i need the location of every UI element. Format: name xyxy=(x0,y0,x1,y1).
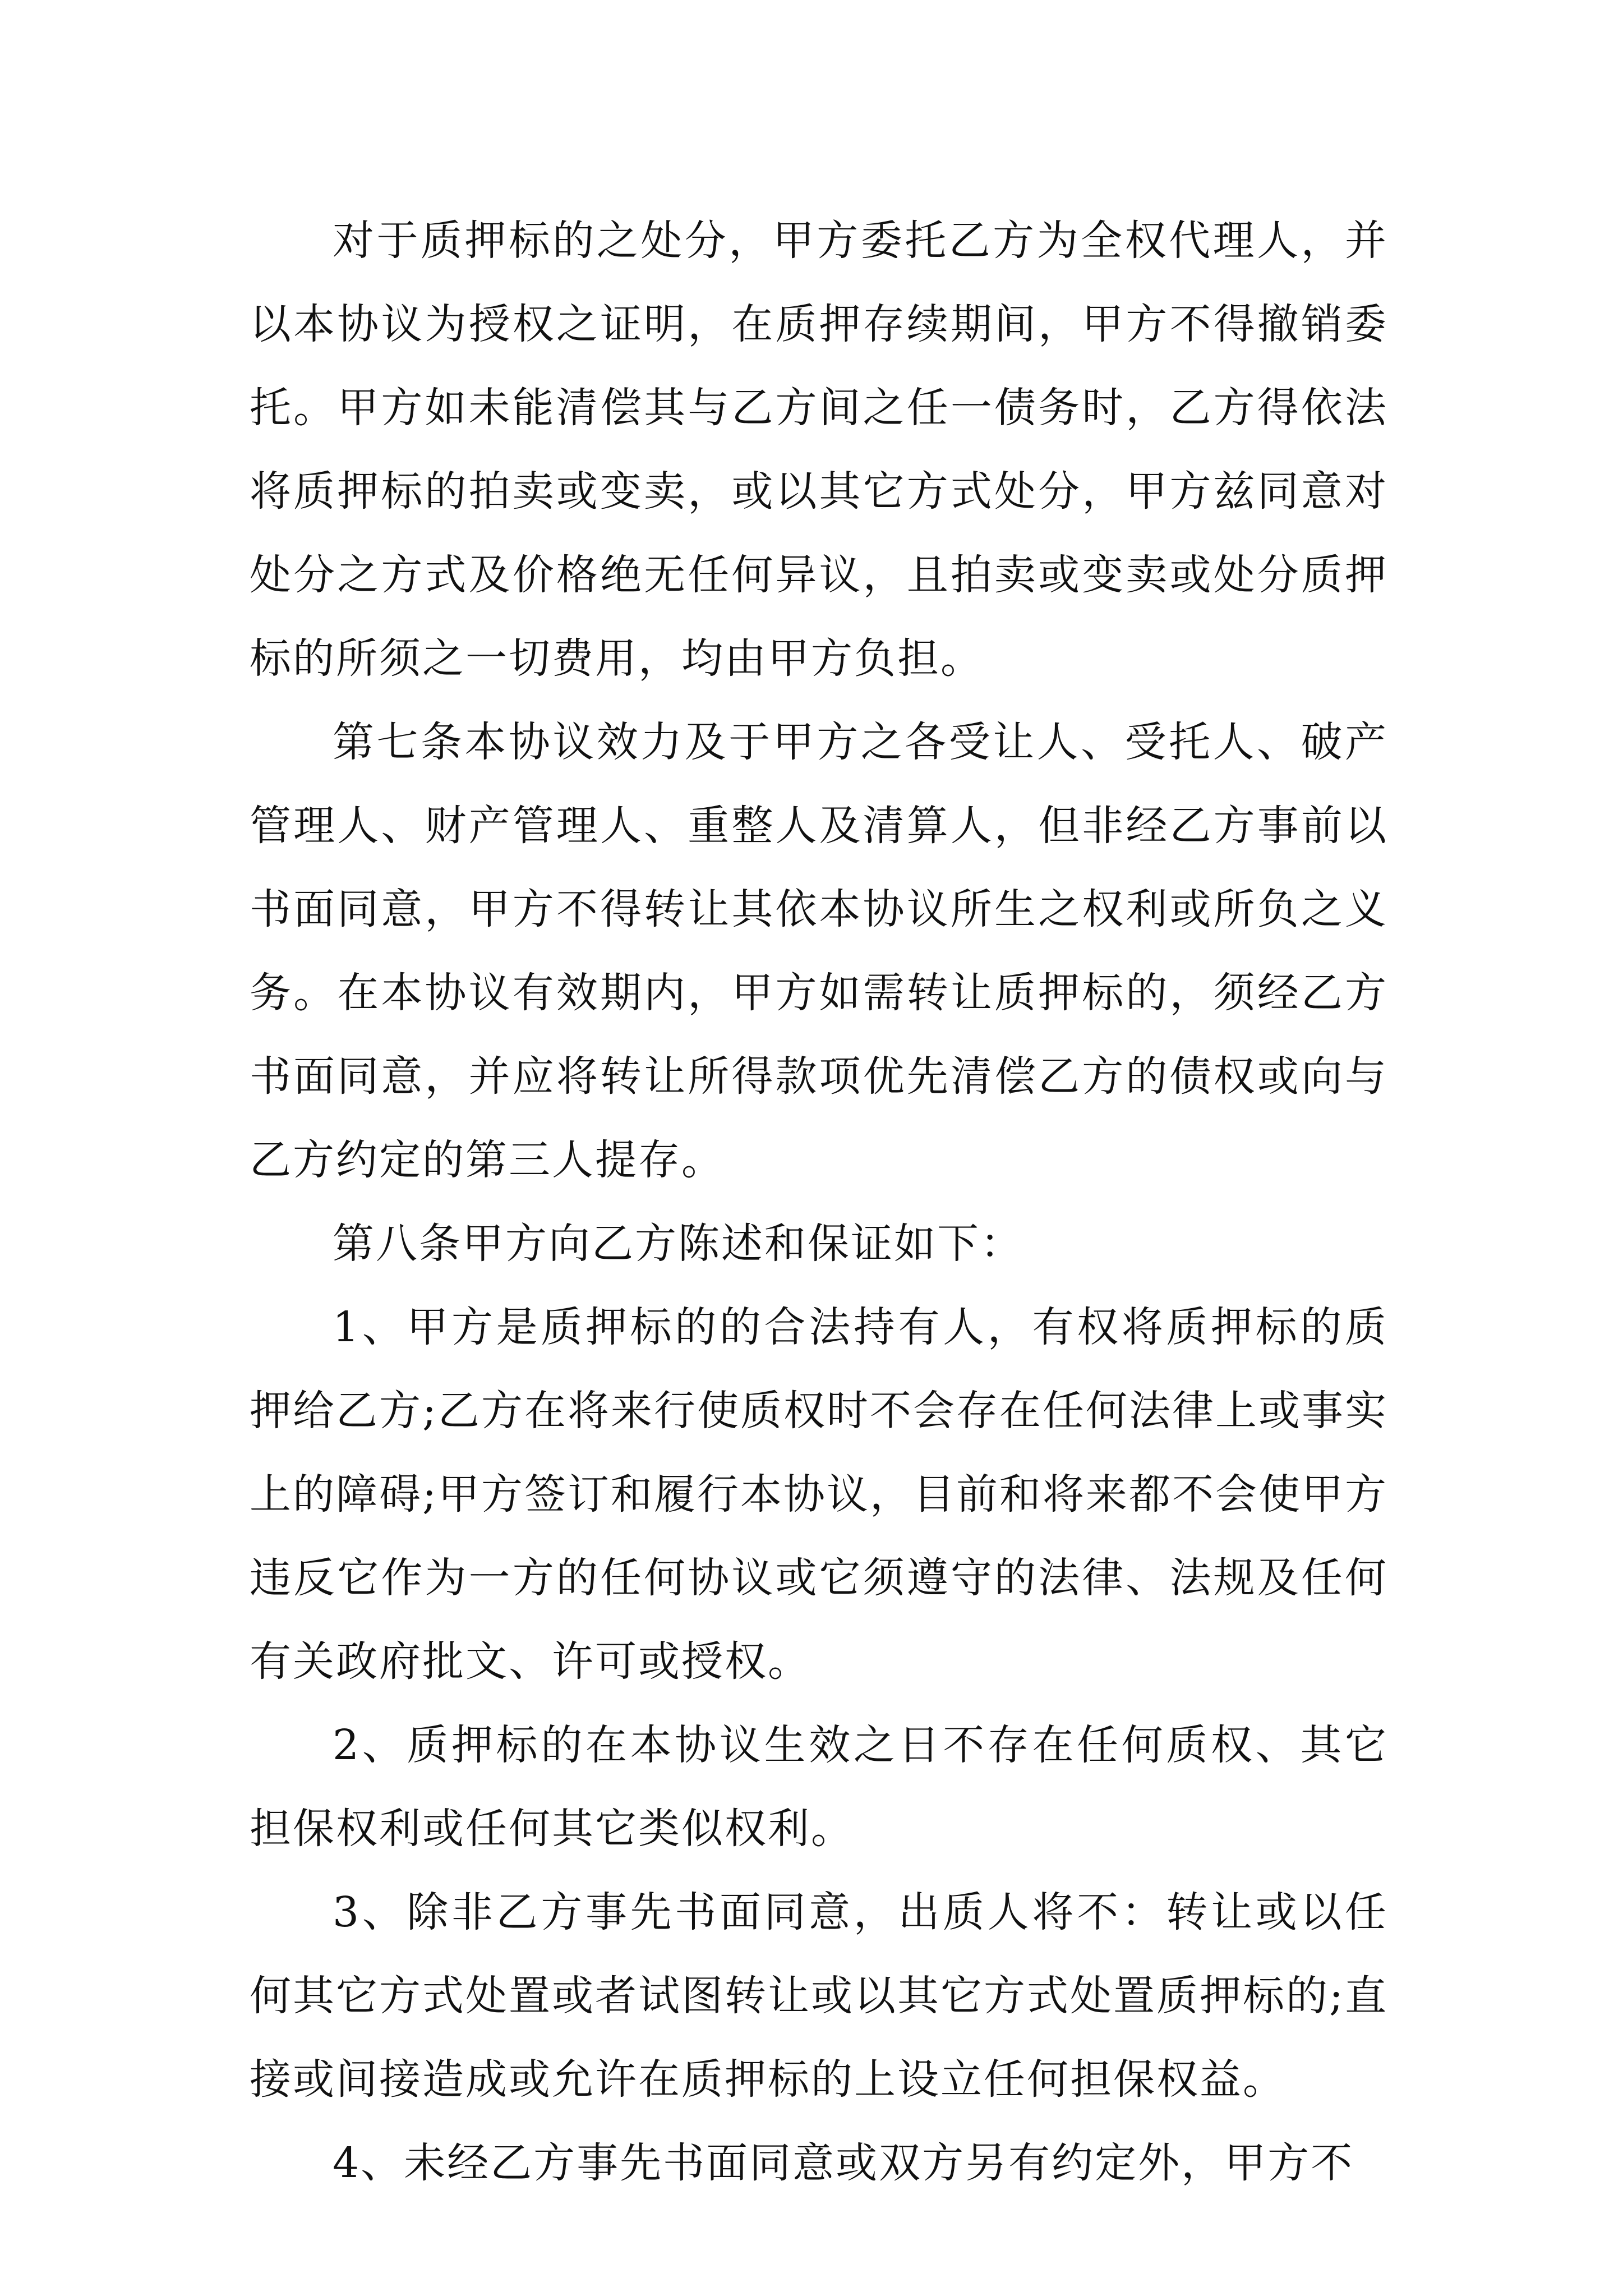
document-body xyxy=(250,199,1388,2205)
paragraph-clause-3: 3、除非乙方事先书面同意，出质人将不：转让或以任何其它方式处置或者试图转让或以其它方式处置质押标的;直接或间接造成或允许在质押标的上设立任何担保权益。 xyxy=(250,1888,1388,2104)
paragraph-clause-2: 2、质押标的在本协议生效之日不存在任何质权、其它担保权利或任何其它类似权利。 xyxy=(250,1721,1388,1853)
paragraph-clause-1: 1、甲方是质押标的的合法持有人，有权将质押标的质押给乙方;乙方在将来行使质权时不会存在任何法律上或事实上的障碍;甲方签订和履行本协议，目前和将来都不会使甲方违反它作为一方的任何协议或它须遵守的法律、法规及任何有关政府批文、许可或授权。 xyxy=(250,1303,1388,1686)
paragraph-proxy-disposal: 对于质押标的之处分，甲方委托乙方为全权代理人，并以本协议为授权之证明，在质押存续期间，甲方不得撤销委托。甲方如未能清偿其与乙方间之任一债务时，乙方得依法将质押标的拍卖或变卖，或以其它方式处分，甲方兹同意对处分之方式及价格绝无任何异议，且拍卖或变卖或处分质押标的所须之一切费用，均由甲方负担。 xyxy=(250,217,1388,683)
paragraph-article-7: 第七条本协议效力及于甲方之各受让人、受托人、破产管理人、财产管理人、重整人及清算人，但非经乙方事前以书面同意，甲方不得转让其依本协议所生之权利或所负之义务。在本协议有效期内，甲方如需转让质押标的，须经乙方书面同意，并应将转让所得款项优先清偿乙方的债权或向与乙方约定的第三人提存。 xyxy=(250,718,1388,1184)
paragraph-article-8-heading: 第八条甲方向乙方陈述和保证如下： xyxy=(333,1220,1023,1268)
paragraph-clause-4: 4、未经乙方事先书面同意或双方另有约定外，甲方不 xyxy=(333,2139,1354,2187)
